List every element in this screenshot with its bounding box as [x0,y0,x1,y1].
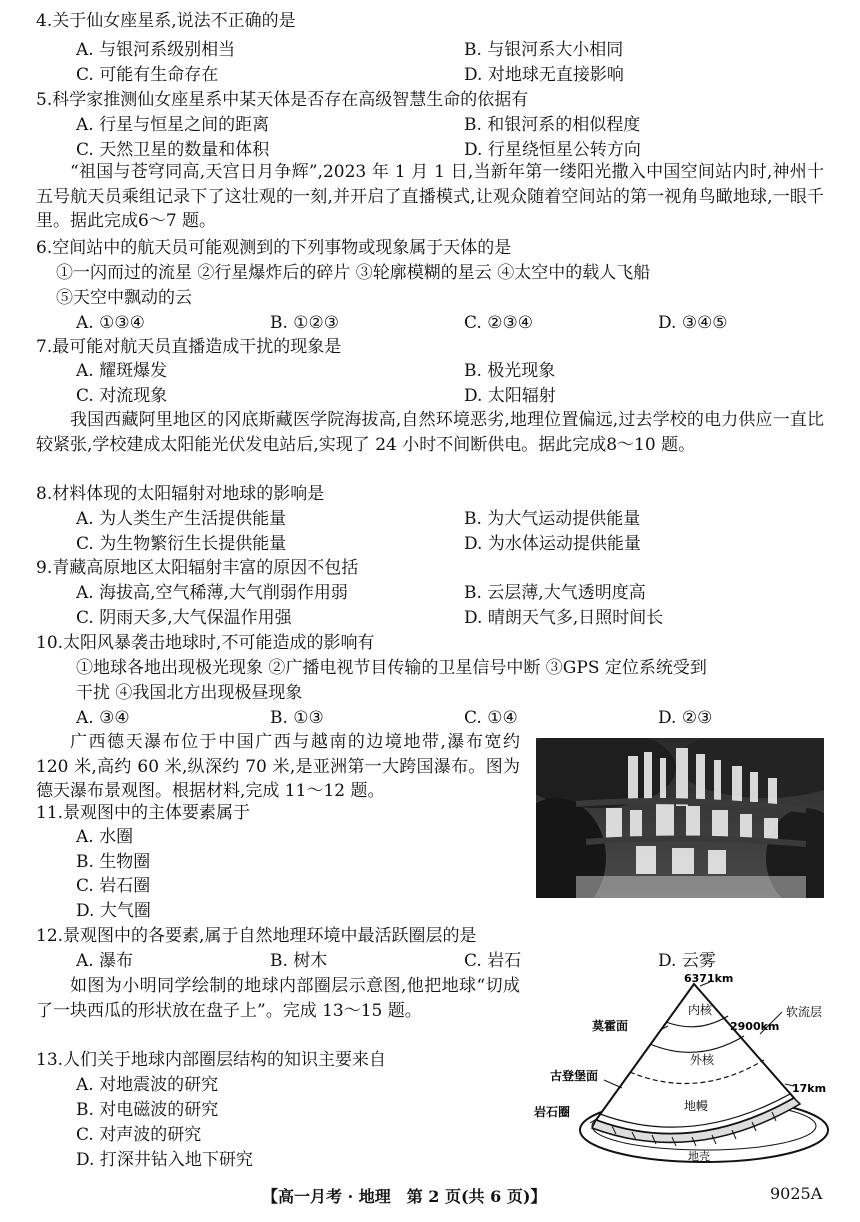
q5-option-a: A. 行星与恒星之间的距离 [76,115,270,135]
label-gutenberg: 古登堡面 [550,1069,599,1083]
q8-option-d: D. 为水体运动提供能量 [464,534,641,554]
q10-option-b: B. ①③ [270,708,324,728]
q10-items-2: 干扰 ④我国北方出现极昼现象 [76,683,303,703]
q8-stem: 8.材料体现的太阳辐射对地球的影响是 [36,484,325,504]
q8-option-a: A. 为人类生产生活提供能量 [76,509,287,529]
label-17km: 17km [792,1082,827,1095]
q6-items-2: ⑤天空中飘动的云 [56,288,192,308]
q4-option-c: C. 可能有生命存在 [76,65,219,85]
label-outer-core: 外核 [690,1053,715,1067]
label-6371km: 6371km [684,972,734,985]
label-inner-core: 内核 [688,1003,713,1017]
q10-stem: 10.太阳风暴袭击地球时,不可能造成的影响有 [36,633,375,653]
material-11-12: 广西德天瀑布位于中国广西与越南的边境地带,瀑布宽约 120 米,高约 60 米,纵深约 70 米,是亚洲第一大跨国瀑布。图为德天瀑布景观图。根据材料,完成 11～12 题。 [36,732,520,801]
q9-stem: 9.青藏高原地区太阳辐射丰富的原因不包括 [36,558,359,578]
q4-option-a: A. 与银河系级别相当 [76,40,236,60]
q7-stem: 7.最可能对航天员直播造成干扰的现象是 [36,337,342,357]
q6-option-d: D. ③④⑤ [658,313,728,333]
q10-items-1: ①地球各地出现极光现象 ②广播电视节目传输的卫星信号中断 ③GPS 定位系统受到 [76,658,707,678]
q6-option-c: C. ②③④ [464,313,533,333]
q11-stem: 11.景观图中的主体要素属于 [36,803,251,823]
q4-option-d: D. 对地球无直接影响 [464,65,624,85]
q6-option-b: B. ①②③ [270,313,340,333]
material-8-10: 我国西藏阿里地区的冈底斯藏医学院海拔高,自然环境恶劣,地理位置偏远,过去学校的电力供应一直比较紧张,学校建成太阳能光伏发电站后,实现了 24 小时不间断供电。据此完成8～10 题。 [36,410,824,455]
q5-option-c: C. 天然卫星的数量和体积 [76,140,270,160]
q11-option-b: B. 生物圈 [76,852,151,872]
q13-option-d: D. 打深井钻入地下研究 [76,1150,253,1170]
waterfall-photo [536,738,824,898]
earth-interior-diagram [532,970,832,1170]
material-13-15: 如图为小明同学绘制的地球内部圈层示意图,他把地球“切成了一块西瓜的形状放在盘子上”。完成 13～15 题。 [36,976,520,1021]
label-crust: 地壳 [688,1150,710,1163]
q6-option-a: A. ①③④ [76,313,145,333]
q13-option-b: B. 对电磁波的研究 [76,1100,219,1120]
page-footer-code: 9025A [770,1184,823,1203]
q10-option-d: D. ②③ [658,708,713,728]
q12-option-a: A. 瀑布 [76,951,134,971]
material-6-7: “祖国与苍穹同高,天宫日月争辉”,2023 年 1 月 1 日,当新年第一缕阳光撒入中国空间站内时,神州十五号航天员乘组记录下了这壮观的一刻,并开启了直播模式,让观众随着空间站的第一视角鸟瞰地球,一眼千里。据此完成6～7 题。 [36,162,824,231]
q10-option-a: A. ③④ [76,708,130,728]
label-asthenosphere: 软流层 [786,1005,823,1019]
q9-option-c: C. 阴雨天多,大气保温作用强 [76,608,292,628]
q13-option-c: C. 对声波的研究 [76,1125,202,1145]
q5-option-b: B. 和银河系的相似程度 [464,115,641,135]
label-lithosphere: 岩石圈 [534,1105,571,1119]
q7-option-b: B. 极光现象 [464,361,556,381]
q8-option-c: C. 为生物繁衍生长提供能量 [76,534,287,554]
q7-option-d: D. 太阳辐射 [464,386,556,406]
q13-option-a: A. 对地震波的研究 [76,1075,219,1095]
q9-option-d: D. 晴朗天气多,日照时间长 [464,608,664,628]
q9-option-a: A. 海拔高,空气稀薄,大气削弱作用弱 [76,583,348,603]
q12-option-d: D. 云雾 [658,951,716,971]
q13-stem: 13.人们关于地球内部圈层结构的知识主要来自 [36,1050,387,1070]
q6-stem: 6.空间站中的航天员可能观测到的下列事物或现象属于天体的是 [36,238,512,258]
label-mantle: 地幔 [684,1099,709,1113]
label-2900km: 2900km [730,1020,780,1033]
q11-option-d: D. 大气圈 [76,901,151,921]
q11-option-a: A. 水圈 [76,827,134,847]
q4-option-b: B. 与银河系大小相同 [464,40,624,60]
q9-option-b: B. 云层薄,大气透明度高 [464,583,646,603]
q12-stem: 12.景观图中的各要素,属于自然地理环境中最活跃圈层的是 [36,926,477,946]
q7-option-a: A. 耀斑爆发 [76,361,168,381]
page-footer-title: 【高一月考 · 地理 第 2 页(共 6 页)】 [262,1187,547,1206]
q10-option-c: C. ①④ [464,708,518,728]
q5-stem: 5.科学家推测仙女座星系中某天体是否存在高级智慧生命的依据有 [36,90,529,110]
label-moho: 莫霍面 [592,1019,629,1033]
q4-stem: 4.关于仙女座星系,说法不正确的是 [36,11,296,31]
q8-option-b: B. 为大气运动提供能量 [464,509,641,529]
q11-option-c: C. 岩石圈 [76,876,151,896]
q7-option-c: C. 对流现象 [76,386,168,406]
q5-option-d: D. 行星绕恒星公转方向 [464,140,641,160]
q12-option-c: C. 岩石 [464,951,522,971]
q12-option-b: B. 树木 [270,951,328,971]
q6-items-1: ①一闪而过的流星 ②行星爆炸后的碎片 ③轮廓模糊的星云 ④太空中的载人飞船 [56,263,651,283]
